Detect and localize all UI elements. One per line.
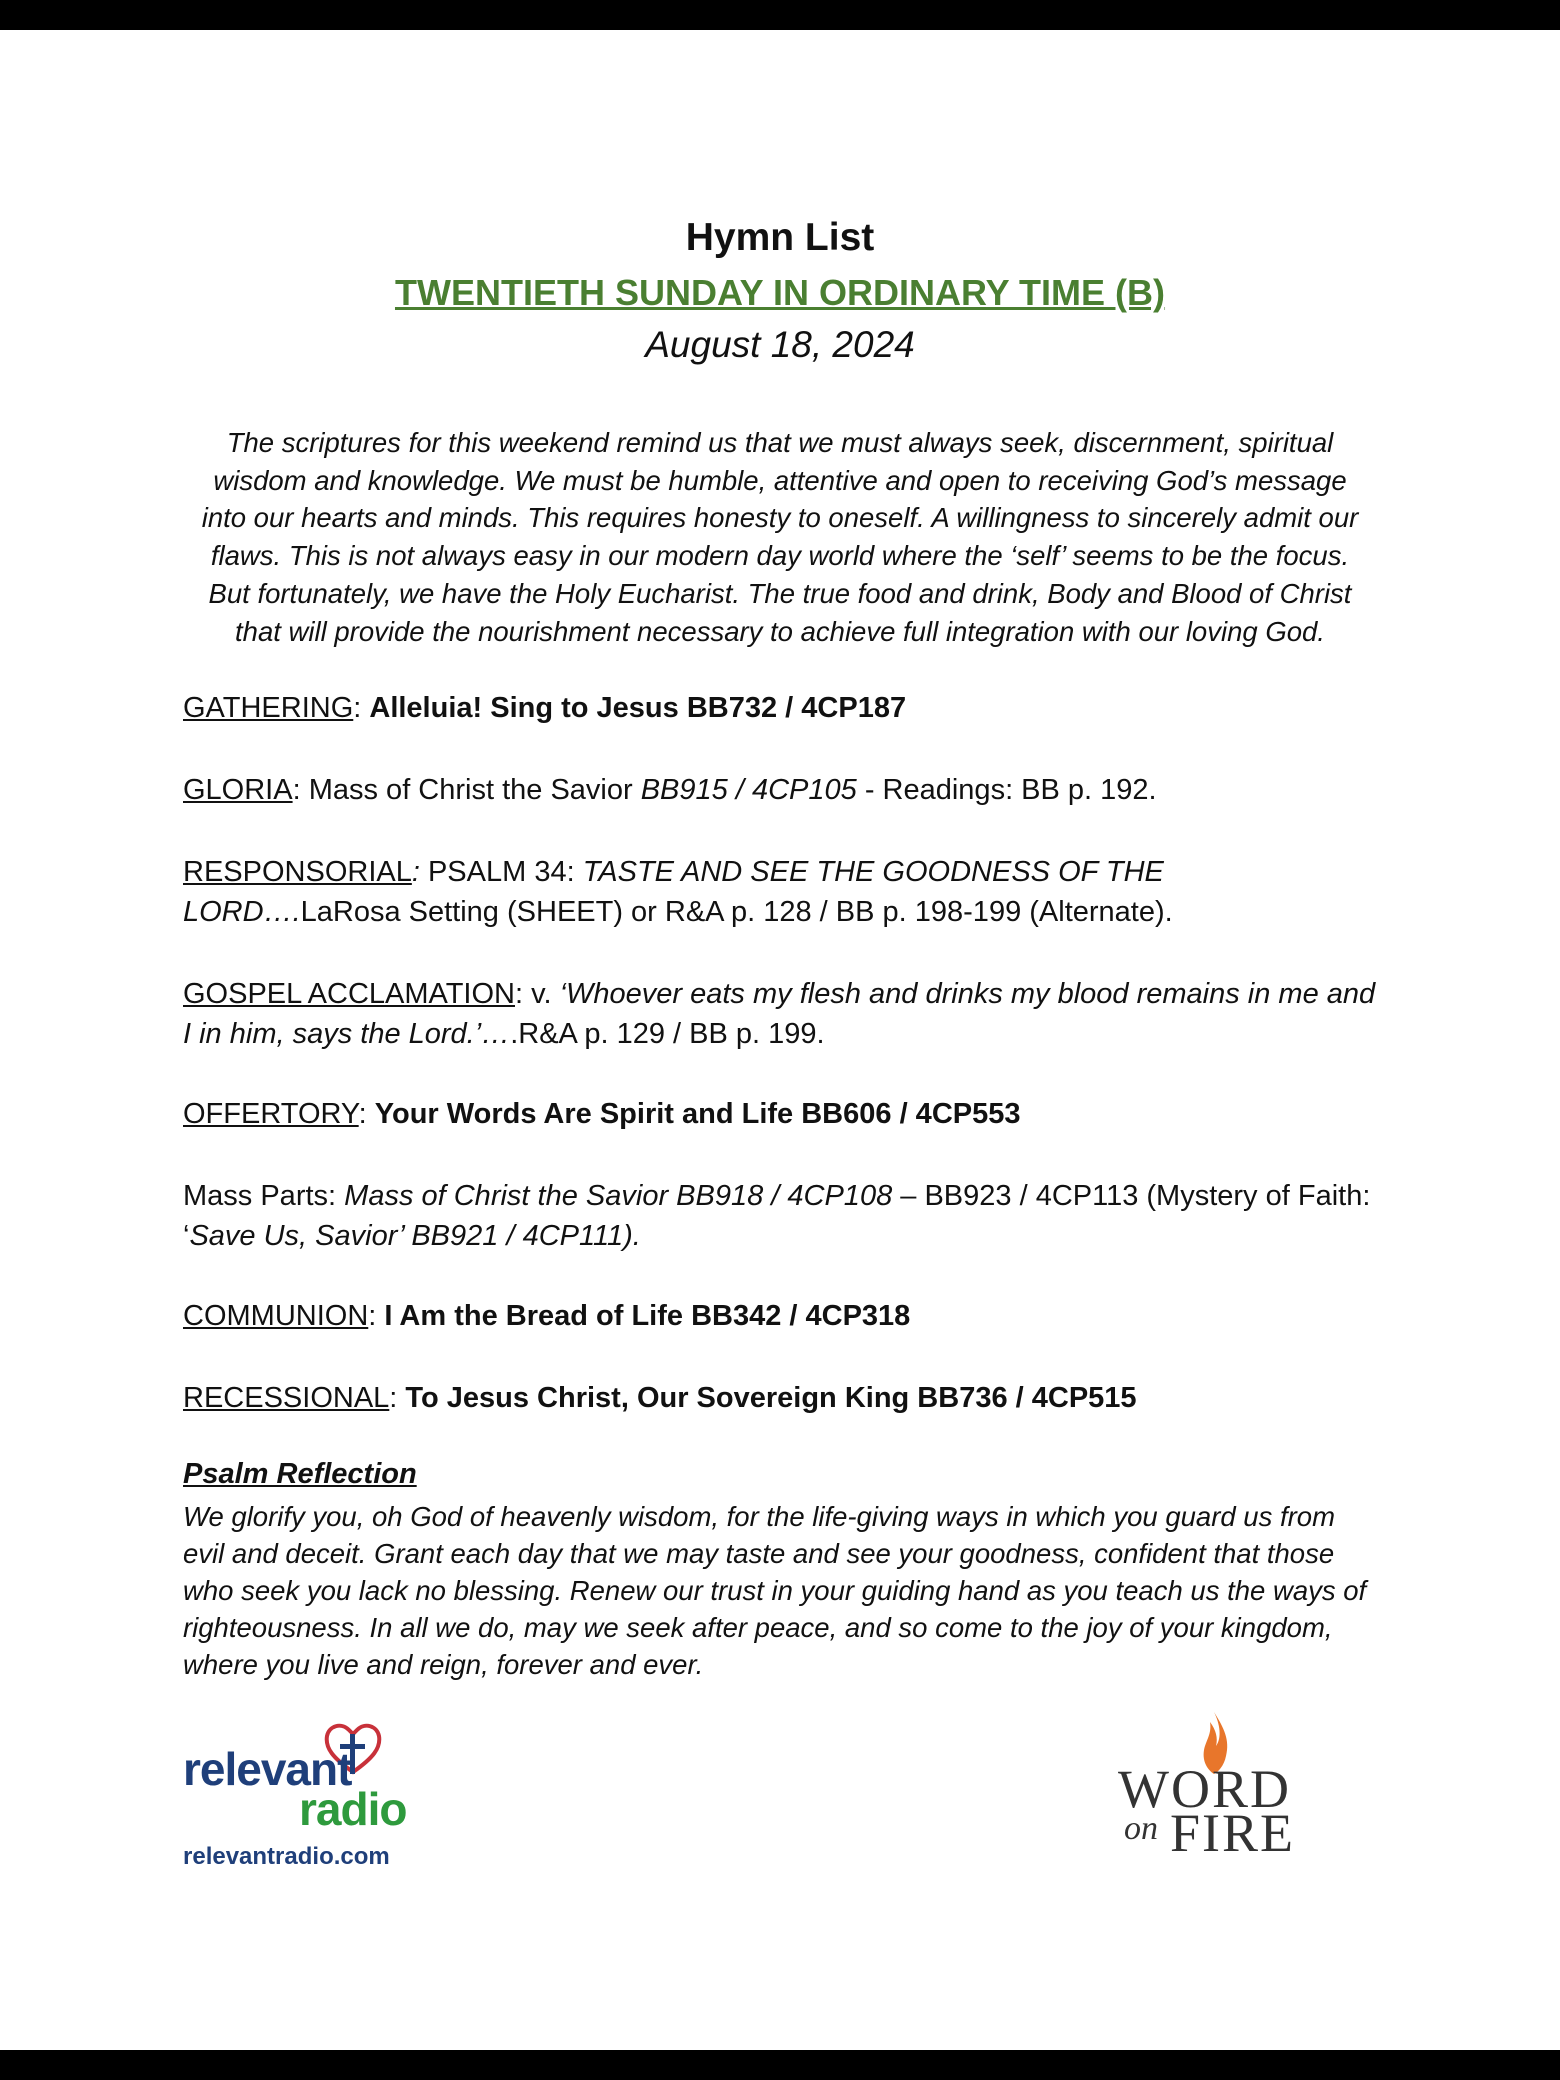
fire-wordmark: FIRE	[1170, 1803, 1296, 1863]
service-date: August 18, 2024	[645, 324, 915, 365]
responsorial-text: PSALM 34:	[427, 856, 583, 888]
responsorial-refrain: TASTE AND SEE THE GOODNESS OF THE LORD….	[183, 856, 1164, 928]
document-page	[0, 30, 1560, 2050]
liturgical-day-heading: TWENTIETH SUNDAY IN ORDINARY TIME (B)	[394, 272, 1166, 313]
gathering-label: GATHERING	[183, 692, 354, 724]
intro-paragraph: The scriptures for this weekend remind us that we must always seek, discernment, spiritual wisdom and knowledge. We must be humble, attentive and open to receiving God’s message into our hearts and minds. This requires honesty to oneself. A willingness to sincerely admit our flaws. This is not always easy in our modern day world where the ‘self’ seems to be the focus. But fortunately, we have the Holy Eucharist. The true food and drink, Body and Blood of Christ that will provide the nourishment necessary to achieve full integration with our loving God.	[201, 427, 1359, 647]
word-wordmark: WORD	[1118, 1759, 1291, 1819]
gathering-entry	[183, 688, 1383, 728]
gospel-label: GOSPEL ACCLAMATION	[183, 978, 515, 1010]
communion-label: COMMUNION	[183, 1300, 369, 1332]
gloria-sep: :	[292, 774, 309, 806]
responsorial-label: RESPONSORIAL	[183, 856, 412, 888]
gloria-tail: - Readings: BB p. 192.	[856, 774, 1157, 806]
on-wordmark: on	[1124, 1810, 1158, 1847]
offertory-hymn: Your Words Are Spirit and Life BB606 / 4CP553	[374, 1098, 1021, 1130]
mass-parts-setting: Mass of Christ the Savior BB918 / 4CP108	[344, 1180, 893, 1212]
gospel-tail: .R&A p. 129 / BB p. 199.	[510, 1018, 825, 1050]
responsorial-sep: :	[411, 856, 428, 888]
recessional-label: RECESSIONAL	[183, 1382, 390, 1414]
recessional-sep: :	[389, 1382, 406, 1414]
responsorial-entry	[183, 852, 1383, 932]
relevant-radio-logo	[183, 1720, 443, 1880]
mass-parts-text: – BB923 / 4CP113 (Mystery of Faith: ‘	[183, 1180, 1371, 1252]
gloria-text: Mass of Christ the Savior	[308, 774, 641, 806]
communion-hymn: I Am the Bread of Life BB342 / 4CP318	[384, 1300, 911, 1332]
communion-sep: :	[368, 1300, 385, 1332]
offertory-sep: :	[358, 1098, 375, 1130]
recessional-entry	[183, 1378, 1383, 1418]
bottom-border	[0, 2050, 1560, 2080]
gathering-hymn: Alleluia! Sing to Jesus BB732 / 4CP187	[369, 692, 907, 724]
radio-wordmark: radio	[299, 1783, 407, 1835]
gospel-sep: :	[514, 978, 532, 1010]
relevant-wordmark: relevant	[183, 1743, 352, 1795]
gospel-acclamation-entry	[183, 974, 1383, 1054]
responsorial-tail: LaRosa Setting (SHEET) or R&A p. 128 / BB p. 198-199 (Alternate).	[300, 896, 1173, 928]
psalm-reflection-text: We glorify you, oh God of heavenly wisdom, for the life-giving ways in which you guard us from evil and deceit. Grant each day that we may taste and see your goodness, confident that those who seek you lack no blessing. Renew our trust in your guiding hand as you teach us the ways of righteousness. In all we do, may we seek after peace, and so come to the joy of your kingdom, where you live and reign, forever and ever.	[183, 1501, 1367, 1680]
communion-entry	[183, 1296, 1383, 1336]
mass-parts-label: Mass Parts:	[183, 1180, 345, 1212]
relevant-radio-url: relevantradio.com	[183, 1843, 390, 1870]
offertory-label: OFFERTORY	[183, 1098, 359, 1130]
gospel-text: v.	[531, 978, 560, 1010]
mass-parts-entry	[183, 1176, 1383, 1256]
recessional-hymn: To Jesus Christ, Our Sovereign King BB736 / 4CP515	[405, 1382, 1137, 1414]
mass-parts-mystery: Save Us, Savior’ BB921 / 4CP111).	[189, 1220, 641, 1252]
psalm-reflection-heading: Psalm Reflection	[183, 1458, 417, 1490]
gloria-entry	[183, 770, 1383, 810]
gloria-ref: BB915 / 4CP105	[640, 774, 857, 806]
gospel-verse: ‘Whoever eats my flesh and drinks my blood remains in me and I in him, says the Lord.’…	[183, 978, 1376, 1050]
offertory-entry	[183, 1094, 1383, 1134]
gathering-sep: :	[353, 692, 370, 724]
top-border	[0, 0, 1560, 30]
gloria-label: GLORIA	[183, 774, 293, 806]
page-title: Hymn List	[685, 216, 875, 259]
word-on-fire-logo	[1118, 1710, 1348, 1863]
